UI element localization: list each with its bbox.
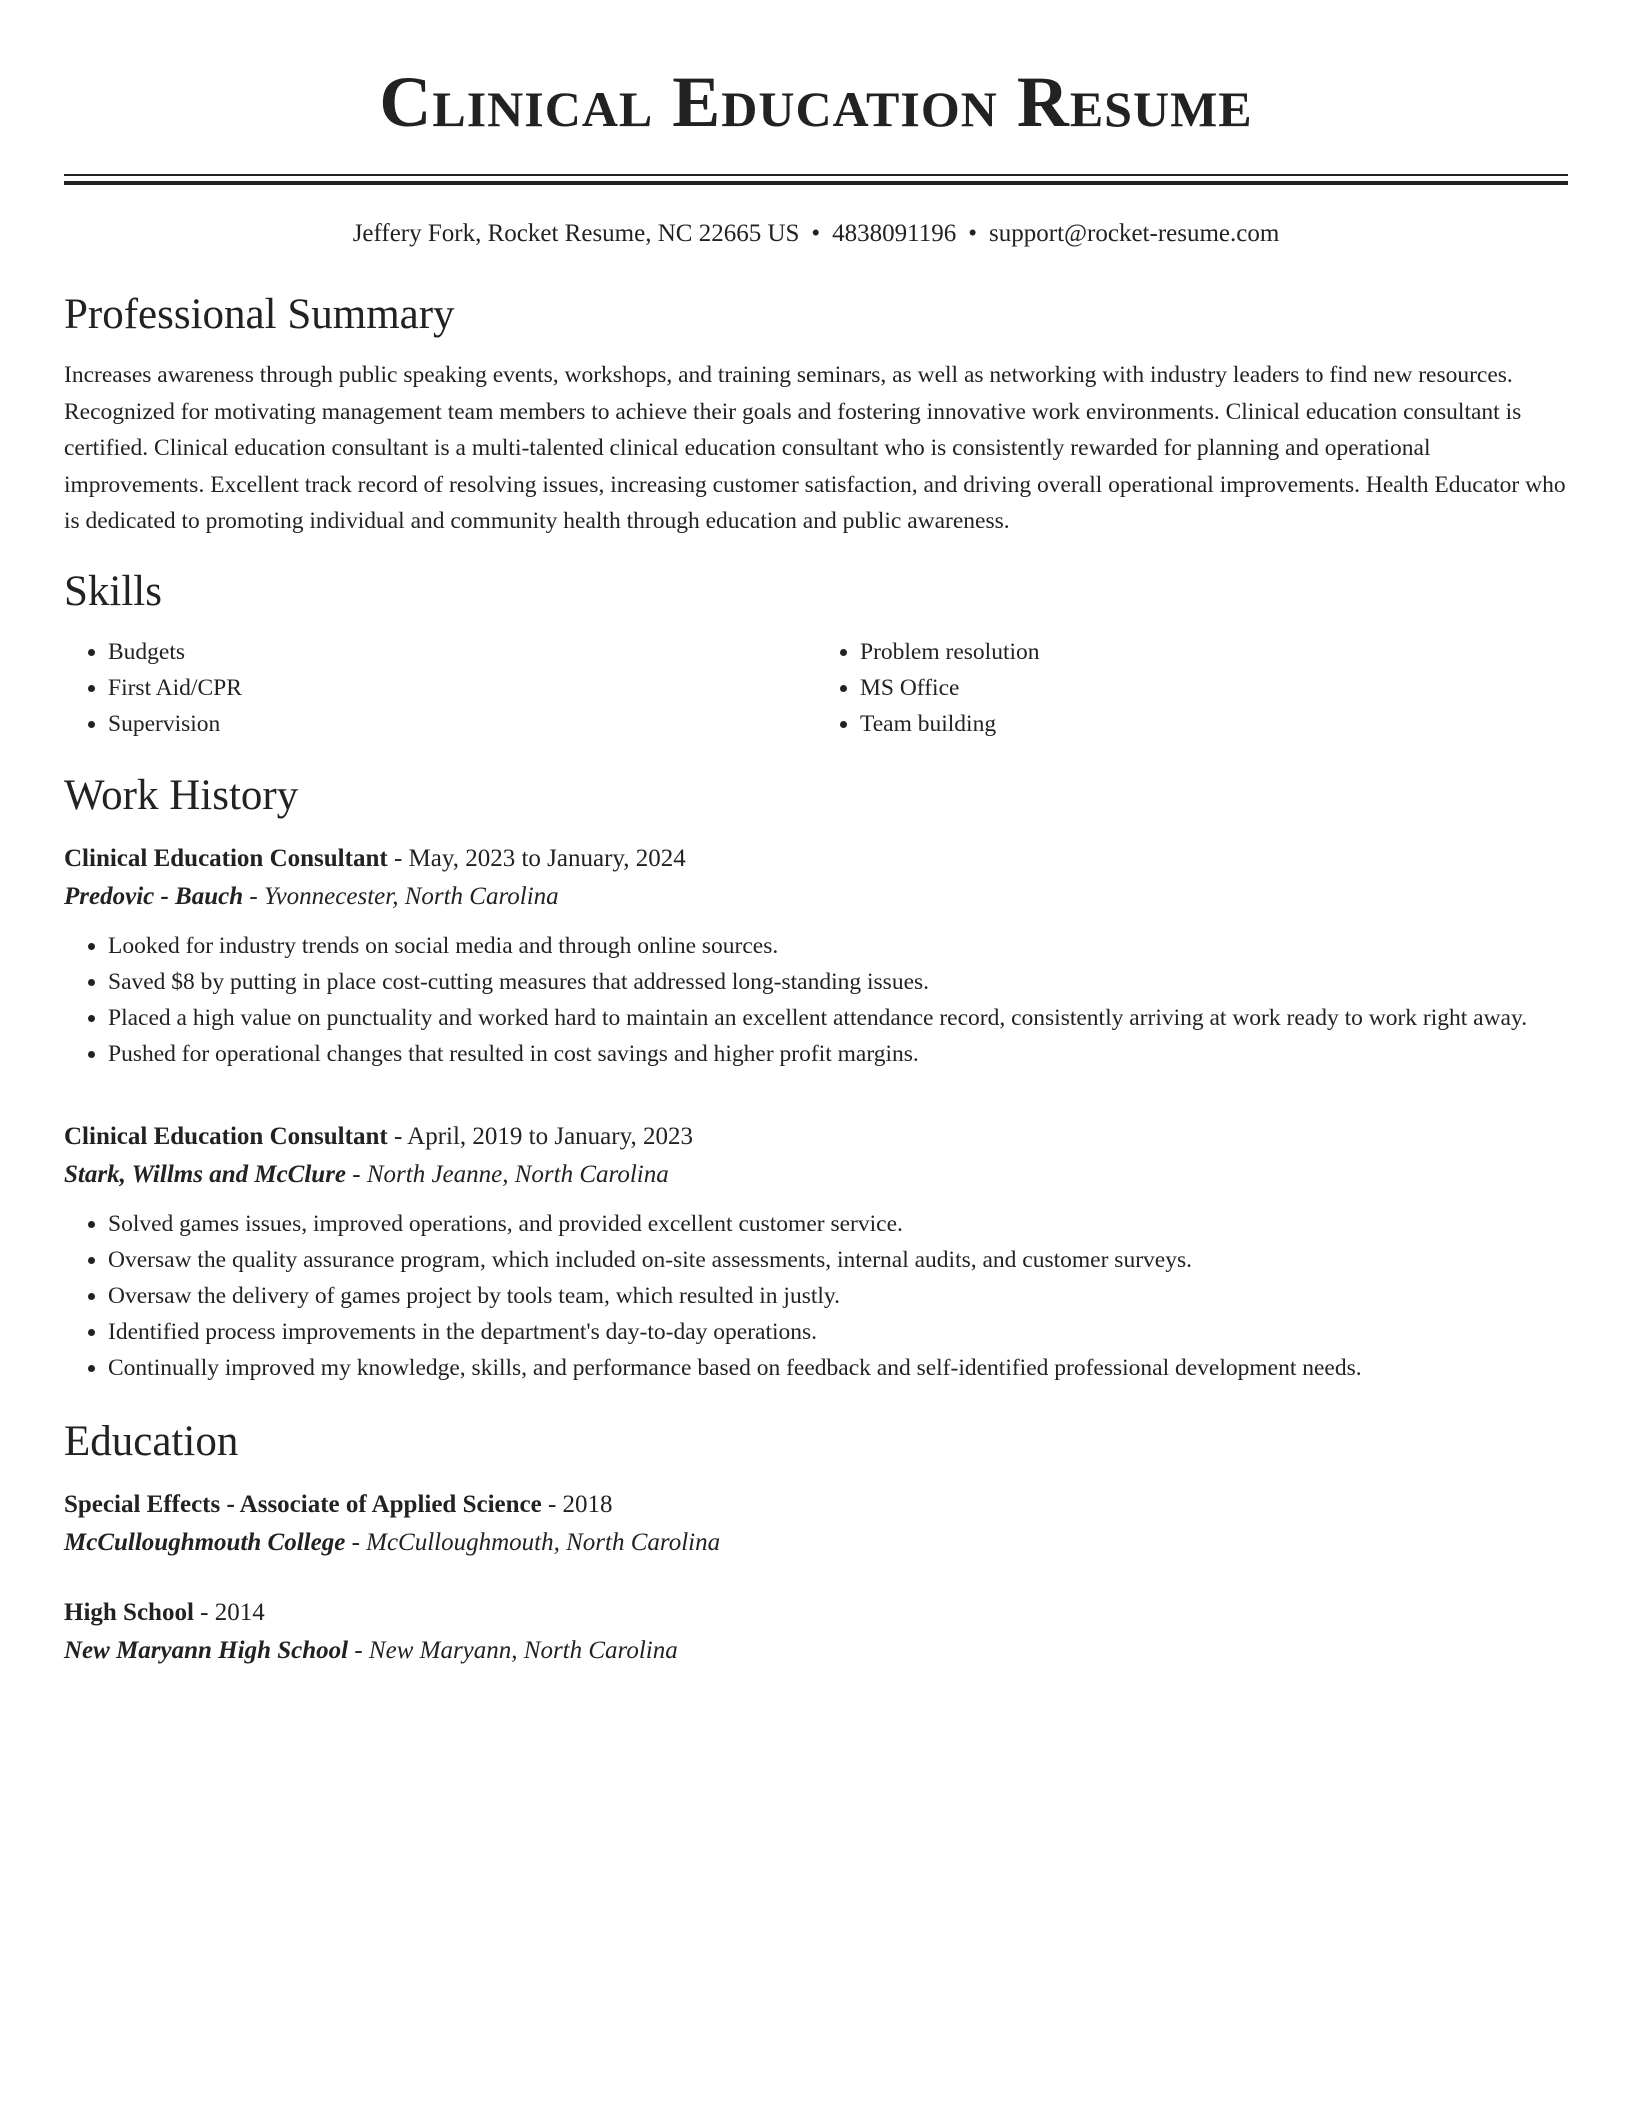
degree-name: Special Effects - Associate of Applied Science [64, 1490, 542, 1518]
skills-column-left [64, 634, 816, 742]
skill-item: • Supervision [108, 706, 816, 742]
degree-line [64, 1486, 1568, 1524]
employer-name: Predovic - Bauch [64, 882, 244, 910]
title-divider [64, 174, 1568, 185]
contact-email: support@rocket-resume.com [989, 220, 1280, 247]
school-location: - McCulloughmouth, North Carolina [345, 1528, 721, 1556]
job-bullets [64, 1206, 1568, 1386]
job-bullet: • Pushed for operational changes that resulted in cost savings and higher profit margins. [108, 1036, 1568, 1072]
education-entry [64, 1594, 1568, 1670]
employer-name: Stark, Willms and McClure [64, 1160, 347, 1188]
job-dates: - April, 2019 to January, 2023 [387, 1122, 693, 1150]
degree-year: - 2018 [541, 1490, 613, 1518]
job-title-line [64, 1118, 1568, 1156]
summary-heading: Professional Summary [64, 291, 455, 338]
school-line [64, 1524, 1568, 1562]
summary-text: Increases awareness through public speaking events, workshops, and training seminars, as well as networking with industry leaders to find new resources. Recognized for motivating management team members to achieve their goals and fostering innovative work environments. Clinical education consultant is certified. Clinical education consultant is a multi-talented clinical education consultant who is consistently rewarded for planning and operational improvements. Excellent track record of resolving issues, increasing customer satisfaction, and driving overall operational improvements. Health Educator who is dedicated to promoting individual and community health through education and public awareness. [64, 362, 1566, 534]
contact-separator: • [968, 220, 978, 247]
skill-item: • First Aid/CPR [108, 670, 816, 706]
employer-line [64, 1156, 1568, 1194]
skill-item: • Problem resolution [860, 634, 1568, 670]
degree-name: High School [64, 1598, 194, 1626]
degree-line [64, 1594, 1568, 1632]
contact-address: Jeffery Fork, Rocket Resume, NC 22665 US [352, 220, 800, 247]
job-bullet: • Saved $8 by putting in place cost-cutting measures that addressed long-standing issues. [108, 964, 1568, 1000]
employer-location: - North Jeanne, North Carolina [346, 1160, 669, 1188]
school-name: McCulloughmouth College [64, 1528, 346, 1556]
skills-column-right [816, 634, 1568, 742]
page-title: Clinical Education Resume [379, 62, 1253, 142]
degree-year: - 2014 [193, 1598, 265, 1626]
skill-item: • Team building [860, 706, 1568, 742]
skill-item: • MS Office [860, 670, 1568, 706]
skills-heading: Skills [64, 567, 162, 615]
job-bullet: • Solved games issues, improved operations, and provided excellent customer service. [108, 1206, 1568, 1242]
job-bullet: • Oversaw the delivery of games project by tools team, which resulted in justly. [108, 1278, 1568, 1314]
contact-separator: • [811, 220, 821, 247]
job-title: Clinical Education Consultant [64, 844, 388, 872]
job-dates: - May, 2023 to January, 2024 [387, 844, 686, 872]
school-location: - New Maryann, North Carolina [348, 1636, 678, 1664]
job-bullet: • Looked for industry trends on social media and through online sources. [108, 928, 1568, 964]
employer-location: - Yvonnecester, North Carolina [243, 882, 559, 910]
employer-line [64, 878, 1568, 916]
job-bullets [64, 928, 1568, 1072]
work-history-heading: Work History [64, 771, 299, 819]
job-bullet: • Placed a high value on punctuality and worked hard to maintain an excellent attendance record, consistently arriving at work ready to work right away. [108, 1000, 1568, 1036]
contact-line [64, 217, 1568, 251]
skills-list [64, 634, 1568, 742]
job-title: Clinical Education Consultant [64, 1122, 388, 1150]
contact-phone: 4838091196 [832, 220, 957, 247]
job-title-line [64, 840, 1568, 878]
job-entry [64, 1118, 1568, 1386]
education-heading: Education [64, 1417, 239, 1465]
job-bullet: • Identified process improvements in the department's day-to-day operations. [108, 1314, 1568, 1350]
education-entry [64, 1486, 1568, 1562]
school-name: New Maryann High School [64, 1636, 349, 1664]
job-bullet: • Continually improved my knowledge, skills, and performance based on feedback and self-identified professional development needs. [108, 1350, 1568, 1386]
job-bullet: • Oversaw the quality assurance program, which included on-site assessments, internal audits, and customer surveys. [108, 1242, 1568, 1278]
skill-item: • Budgets [108, 634, 816, 670]
job-entry [64, 840, 1568, 1072]
school-line [64, 1632, 1568, 1670]
